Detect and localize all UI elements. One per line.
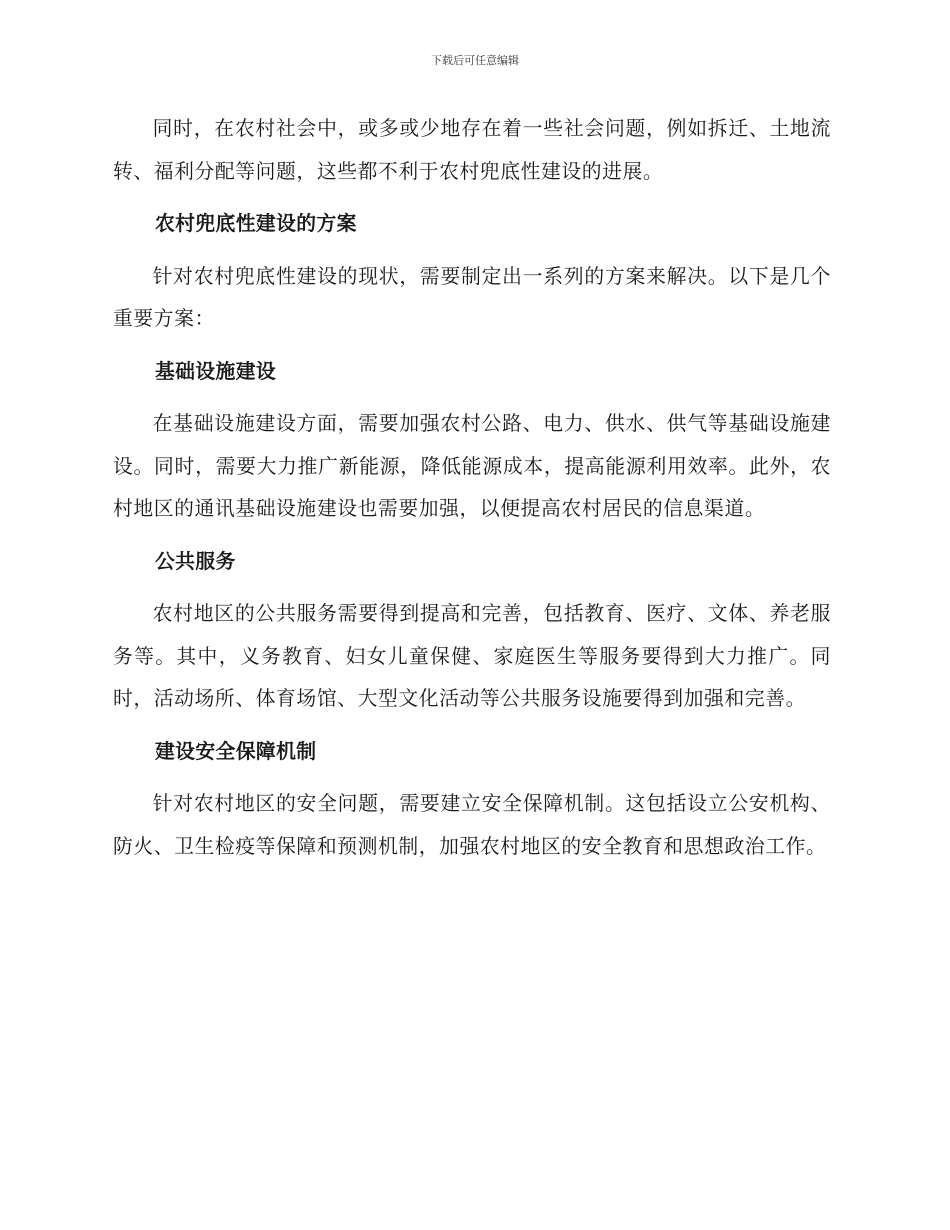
paragraph-public-services: 农村地区的公共服务需要得到提高和完善，包括教育、医疗、文体、养老服务等。其中，义务教育、妇女儿童保健、家庭医生等服务要得到大力推广。同时，活动场所、体育场馆、大型文化活动等公共服务设施要得到加强和完善。 bbox=[113, 602, 831, 710]
paragraph-plans-intro: 针对农村兜底性建设的现状，需要制定出一系列的方案来解决。以下是几个重要方案： bbox=[113, 264, 831, 330]
paragraph-infrastructure: 在基础设施建设方面，需要加强农村公路、电力、供水、供气等基础设施建设。同时，需要大力推广新能源，降低能源成本，提高能源利用效率。此外，农村地区的通讯基础设施建设也需要加强，以便提高农村居民的信息渠道。 bbox=[113, 412, 831, 520]
spacer bbox=[113, 721, 831, 731]
spacer bbox=[113, 246, 831, 256]
spacer bbox=[113, 393, 831, 403]
spacer bbox=[113, 193, 831, 203]
heading-infrastructure: 基础设施建设 bbox=[155, 359, 277, 383]
spacer bbox=[113, 773, 831, 783]
paragraph-social-issues: 同时，在农村社会中，或多或少地存在着一些社会问题，例如拆迁、土地流转、福利分配等问题，这些都不利于农村兜底性建设的进展。 bbox=[113, 117, 831, 183]
spacer bbox=[113, 531, 831, 541]
paragraph-safety-mechanism: 针对农村地区的安全问题，需要建立安全保障机制。这包括设立公安机构、防火、卫生检疫等保障和预测机制，加强农村地区的安全教育和思想政治工作。 bbox=[113, 792, 831, 858]
heading-safety-mechanism: 建设安全保障机制 bbox=[155, 739, 317, 763]
page-header: 下载后可任意编辑 bbox=[431, 54, 519, 67]
document-body bbox=[113, 108, 831, 868]
heading-plans: 农村兜底性建设的方案 bbox=[155, 212, 357, 235]
heading-public-services: 公共服务 bbox=[155, 549, 236, 573]
spacer bbox=[113, 583, 831, 593]
spacer bbox=[113, 341, 831, 351]
